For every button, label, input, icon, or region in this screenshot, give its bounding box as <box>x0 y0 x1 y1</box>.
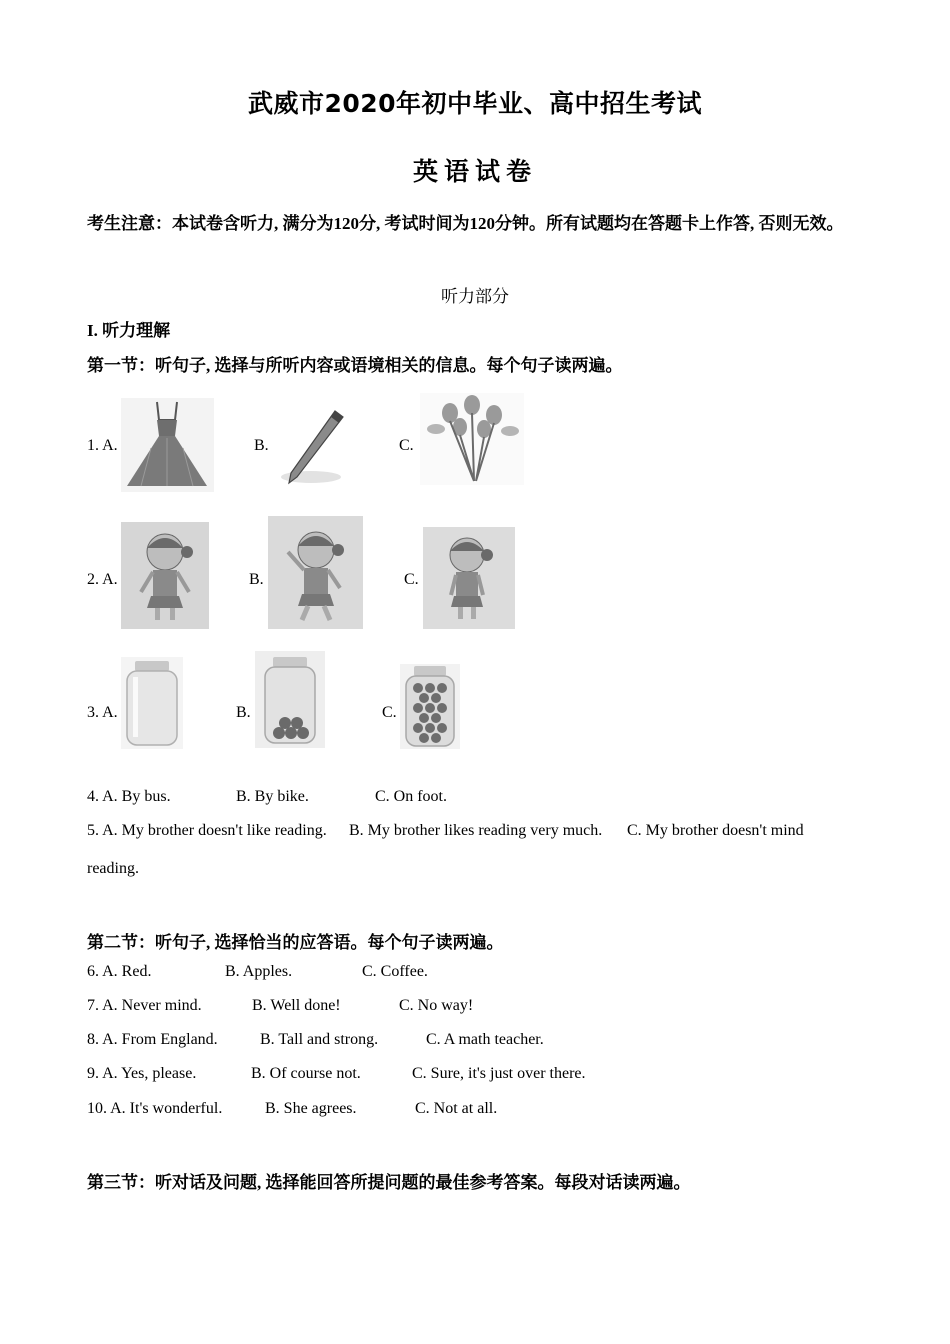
section-heading: I. 听力理解 <box>87 321 171 340</box>
jar-full-candies-picture <box>400 664 460 749</box>
q1-option-a-label: 1. A. <box>87 437 118 454</box>
jar-few-candies-picture <box>255 651 325 748</box>
empty-jar-picture <box>121 657 183 749</box>
q7-option-c: C. No way! <box>399 997 474 1014</box>
q8-option-b: B. Tall and strong. <box>260 1031 379 1048</box>
q2-option-a-label: 2. A. <box>87 571 118 588</box>
q1-option-c-label: C. <box>399 437 414 454</box>
pen-picture <box>273 405 348 487</box>
q7-option-b: B. Well done! <box>252 997 341 1014</box>
q9-option-b: B. Of course not. <box>251 1065 361 1082</box>
part3-heading: 第三节：听对话及问题, 选择能回答所提问题的最佳参考答案。每段对话读两遍。 <box>87 1173 691 1192</box>
exam-title: 武威市2020年初中毕业、高中招生考试 <box>247 89 703 118</box>
q3-option-c-label: C. <box>382 704 397 721</box>
q7-option-a: 7. A. Never mind. <box>87 997 202 1014</box>
dress-picture <box>121 398 214 492</box>
q2-option-b-label: B. <box>249 571 264 588</box>
q6-option-a: 6. A. Red. <box>87 963 152 980</box>
q4-option-a: 4. A. By bus. <box>87 788 171 805</box>
q1-option-b-label: B. <box>254 437 269 454</box>
exam-subtitle: 英语试卷 <box>412 157 537 186</box>
q10-option-b: B. She agrees. <box>265 1100 357 1117</box>
q5-option-c: C. My brother doesn't mind <box>627 822 804 839</box>
q3-option-b-label: B. <box>236 704 251 721</box>
part1-heading: 第一节：听句子, 选择与所听内容或语境相关的信息。每个句子读两遍。 <box>87 356 623 375</box>
q8-option-a: 8. A. From England. <box>87 1031 218 1048</box>
girl-waving-picture <box>268 516 363 629</box>
q5-option-c-continued: reading. <box>87 860 139 877</box>
q8-option-c: C. A math teacher. <box>426 1031 544 1048</box>
part2-heading: 第二节：听句子, 选择恰当的应答语。每个句子读两遍。 <box>87 933 504 952</box>
q3-option-a-label: 3. A. <box>87 704 118 721</box>
flowers-picture <box>420 393 524 485</box>
q6-option-b: B. Apples. <box>225 963 293 980</box>
q4-option-b: B. By bike. <box>236 788 309 805</box>
listening-part-heading: 听力部分 <box>441 287 509 306</box>
q5-option-b: B. My brother likes reading very much. <box>349 822 603 839</box>
q5-option-a: 5. A. My brother doesn't like reading. <box>87 822 327 839</box>
q9-option-c: C. Sure, it's just over there. <box>412 1065 586 1082</box>
q2-option-c-label: C. <box>404 571 419 588</box>
q10-option-a: 10. A. It's wonderful. <box>87 1100 223 1117</box>
girl-standing-picture <box>121 522 209 629</box>
q4-option-c: C. On foot. <box>375 788 447 805</box>
girl-hands-down-picture <box>423 527 515 629</box>
q9-option-a: 9. A. Yes, please. <box>87 1065 197 1082</box>
q10-option-c: C. Not at all. <box>415 1100 498 1117</box>
q6-option-c: C. Coffee. <box>362 963 428 980</box>
exam-notice: 考生注意：本试卷含听力, 满分为120分, 考试时间为120分钟。所有试题均在答题卡上作答, 否则无效。 <box>87 214 844 233</box>
